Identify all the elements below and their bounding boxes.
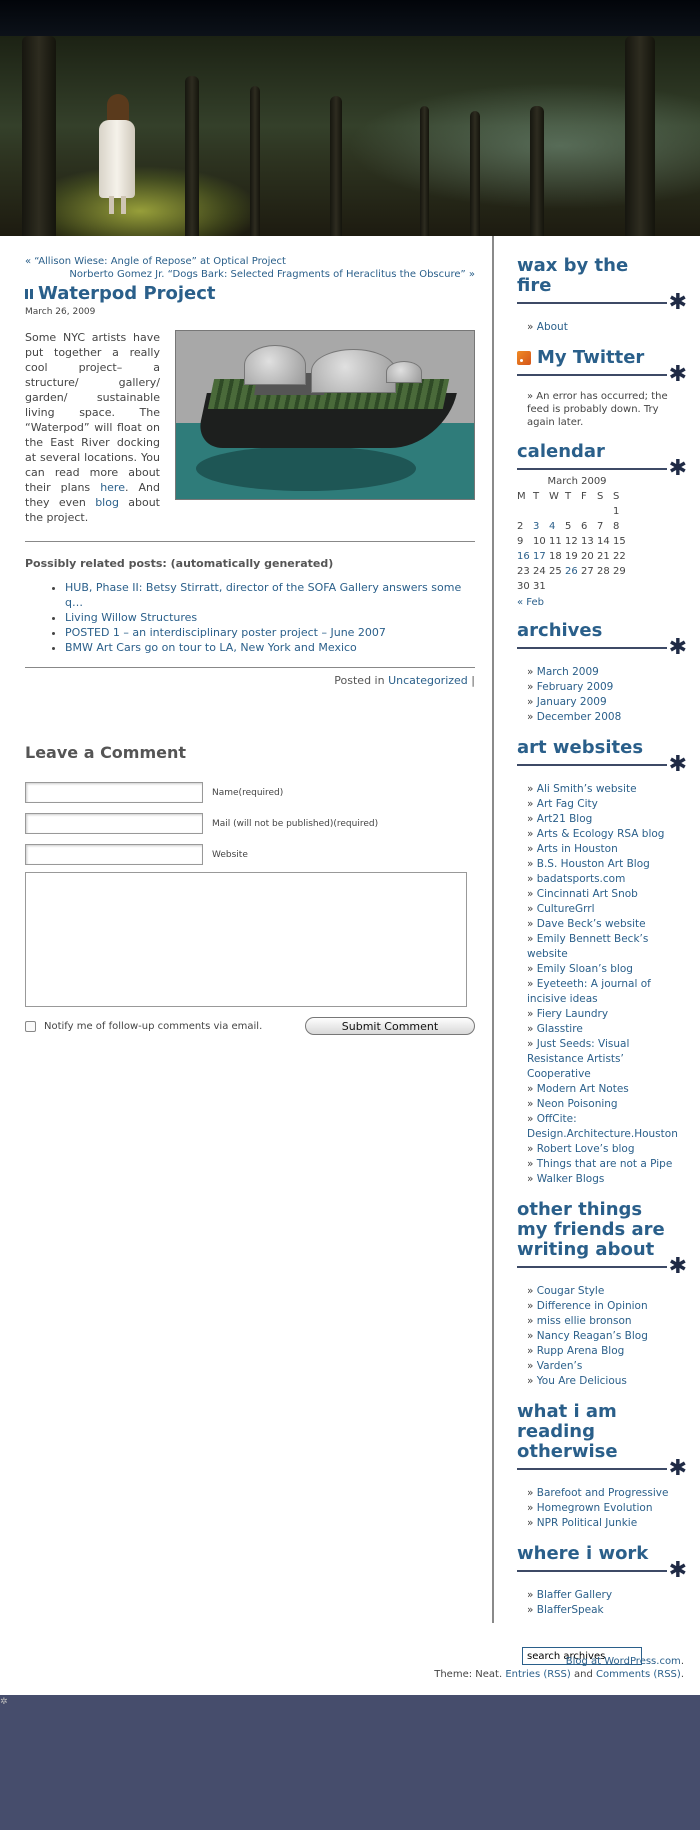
calendar-day-link[interactable]: 3 <box>533 521 540 532</box>
rss-icon[interactable] <box>517 351 531 365</box>
sidebar-link[interactable]: Ali Smith’s website <box>536 783 637 795</box>
calendar-day-link[interactable]: 16 <box>517 551 530 562</box>
calendar-day: 8 <box>613 521 620 532</box>
top-bar <box>0 0 700 36</box>
calendar-day: 2 <box>517 521 524 532</box>
calendar-day <box>517 504 533 519</box>
list-item <box>527 1284 687 1299</box>
list-item <box>527 1603 687 1618</box>
calendar-day <box>613 579 629 594</box>
calendar-day: 21 <box>597 551 610 562</box>
sidebar-link[interactable]: Eyeteeth: A journal of incisive ideas <box>527 978 651 1005</box>
entries-rss-link[interactable]: Entries (RSS) <box>505 1669 571 1680</box>
header-image <box>0 36 700 236</box>
calendar-day-link[interactable]: 26 <box>565 566 578 577</box>
calendar-day: 19 <box>565 551 578 562</box>
sidebar-link[interactable]: March 2009 <box>536 666 599 678</box>
calendar-day <box>533 519 549 534</box>
divider <box>25 541 475 542</box>
list-item <box>527 977 687 1007</box>
post-text-part: Some NYC artists have put together a really cool project– a structure/ gallery/ garden/ sustainable living space. The “Waterpod” will float on the East River docking at several locations. You can read more about their plans <box>25 331 160 494</box>
sidebar-link[interactable]: Walker Blogs <box>536 1173 605 1185</box>
calendar-day: 7 <box>597 521 604 532</box>
sidebar-link[interactable]: Dave Beck’s website <box>536 918 646 930</box>
sidebar-link[interactable]: Things that are not a Pipe <box>536 1158 673 1170</box>
calendar-caption: March 2009 <box>547 476 607 487</box>
twitter-error: » An error has occurred; the feed is probably down. Try again later. <box>517 390 687 429</box>
list-item <box>527 827 687 842</box>
footer <box>434 1655 684 1681</box>
flower-icon: ✱ <box>668 456 687 481</box>
name-label: Name(required) <box>212 787 284 798</box>
calendar-day-header: F <box>581 491 587 502</box>
widget-title <box>517 1199 687 1279</box>
widget-title-text: what i am reading otherwise <box>517 1401 618 1462</box>
calendar-day: 28 <box>597 566 610 577</box>
comment-form <box>25 782 475 1035</box>
flower-icon: ✱ <box>668 635 687 660</box>
related-link[interactable]: BMW Art Cars go on tour to LA, New York and Mexico <box>65 641 357 654</box>
list-item <box>527 1344 687 1359</box>
widget-reading <box>517 1402 687 1531</box>
calendar-day <box>517 549 533 564</box>
sidebar-link[interactable]: Modern Art Notes <box>536 1083 629 1095</box>
calendar-day: 31 <box>533 581 546 592</box>
post-text-part: about the project. <box>25 496 160 524</box>
list-item <box>527 1097 687 1112</box>
sidebar-link[interactable]: Art21 Blog <box>536 813 593 825</box>
widget-title <box>517 1543 687 1583</box>
footer-text: and <box>570 1669 596 1680</box>
form-bottom <box>25 1017 475 1035</box>
main-content <box>25 255 475 1035</box>
friends-list <box>517 1284 687 1389</box>
list-item <box>527 1516 687 1531</box>
sidebar-link[interactable]: miss ellie bronson <box>536 1315 632 1327</box>
calendar-day-link[interactable]: 17 <box>533 551 546 562</box>
sidebar-divider <box>492 236 494 1623</box>
post-date: March 26, 2009 <box>25 307 96 317</box>
calendar-day: 20 <box>581 551 594 562</box>
widget-title <box>517 1401 687 1481</box>
sidebar-link[interactable]: Blaffer Gallery <box>536 1589 613 1601</box>
calendar-day: 23 <box>517 566 530 577</box>
calendar-day: 29 <box>613 566 626 577</box>
submit-comment-button[interactable]: Submit Comment <box>305 1017 475 1035</box>
calendar-day: 25 <box>549 566 562 577</box>
calendar-table <box>517 489 629 594</box>
list-item <box>527 1359 687 1374</box>
list-item <box>527 1037 687 1082</box>
calendar-day-header: S <box>613 491 620 502</box>
sidebar-link[interactable]: Fiery Laundry <box>536 1008 609 1020</box>
sidebar-link[interactable]: Arts & Ecology RSA blog <box>536 828 665 840</box>
sidebar-link[interactable]: CultureGrrl <box>536 903 595 915</box>
here-link[interactable]: here <box>100 481 125 494</box>
calendar-day-header: S <box>597 491 604 502</box>
calendar-day: 27 <box>581 566 594 577</box>
about-link[interactable]: About <box>536 321 568 333</box>
list-item <box>527 680 687 695</box>
blog-link[interactable]: blog <box>95 496 119 509</box>
widget-title-text: calendar <box>517 441 605 462</box>
name-row <box>25 782 475 803</box>
twitter-title-link[interactable]: My Twitter <box>537 347 645 368</box>
list-item <box>527 962 687 977</box>
footer-background <box>0 1695 700 1830</box>
sidebar-link[interactable]: Cougar Style <box>536 1285 605 1297</box>
sidebar-link[interactable]: Arts in Houston <box>536 843 618 855</box>
calendar-day <box>565 504 581 519</box>
footer-text: . <box>680 1656 684 1667</box>
website-label: Website <box>212 849 248 860</box>
calendar-day-header: W <box>549 491 559 502</box>
widget-title <box>517 255 687 315</box>
flower-icon: ✱ <box>668 1558 687 1583</box>
waterpod-image[interactable] <box>175 330 475 500</box>
calendar-prev-link[interactable]: « Feb <box>517 597 545 608</box>
widget-title-text: archives <box>517 620 603 641</box>
post-body <box>25 330 475 525</box>
posted-in <box>25 674 475 687</box>
sidebar-link[interactable]: Just Seeds: Visual Resistance Artists’ Cooperative <box>527 1038 630 1080</box>
list-item <box>527 1082 687 1097</box>
posted-in-separator: | <box>467 674 475 687</box>
website-row <box>25 844 475 865</box>
related-link[interactable]: Living Willow Structures <box>65 611 198 624</box>
list-item <box>527 710 687 725</box>
flower-icon: ✱ <box>668 1456 687 1481</box>
list-item <box>527 1501 687 1516</box>
notify-row <box>25 1021 262 1032</box>
comment-heading: Leave a Comment <box>25 743 187 762</box>
calendar-day: 30 <box>517 581 530 592</box>
related-item <box>65 610 475 625</box>
name-input[interactable] <box>25 782 203 803</box>
comments-rss-link[interactable]: Comments (RSS) <box>595 1669 681 1680</box>
flower-icon: ✱ <box>668 362 687 387</box>
calendar-day <box>597 579 613 594</box>
sidebar <box>517 256 687 1665</box>
widget-work <box>517 1544 687 1618</box>
post-title-row <box>25 283 475 304</box>
prev-post-link[interactable]: « “Allison Wiese: Angle of Repose” at Optical Project <box>25 256 286 267</box>
list-item <box>527 695 687 710</box>
sidebar-link[interactable]: February 2009 <box>536 681 614 693</box>
sidebar-link[interactable]: Difference in Opinion <box>536 1300 648 1312</box>
related-item <box>65 625 475 640</box>
list-item <box>527 932 687 962</box>
widget-title-text: wax by the fire <box>517 255 629 296</box>
sidebar-link[interactable]: Cincinnati Art Snob <box>536 888 638 900</box>
list-item <box>527 842 687 857</box>
posted-in-label: Posted in <box>334 674 389 687</box>
calendar-day: 6 <box>581 521 588 532</box>
sidebar-link[interactable]: You Are Delicious <box>536 1375 627 1387</box>
list-item <box>527 1142 687 1157</box>
widget-title-text: other things my friends are writing about <box>517 1199 665 1260</box>
calendar-day: 24 <box>533 566 546 577</box>
calendar <box>517 476 687 608</box>
sidebar-link[interactable]: badatsports.com <box>536 873 626 885</box>
calendar-day-header: M <box>517 491 526 502</box>
calendar-day <box>565 564 581 579</box>
calendar-day <box>581 504 597 519</box>
mail-row <box>25 813 475 834</box>
widget-twitter <box>517 348 687 429</box>
calendar-day <box>549 579 565 594</box>
notify-label: Notify me of follow-up comments via email. <box>44 1020 263 1032</box>
sidebar-link[interactable]: Glasstire <box>536 1023 583 1035</box>
art-websites-list <box>517 782 687 1187</box>
email-input[interactable] <box>25 813 203 834</box>
list-item <box>527 1007 687 1022</box>
list-item <box>527 1588 687 1603</box>
list-item <box>527 812 687 827</box>
post-title[interactable]: Waterpod Project <box>38 283 216 304</box>
website-input[interactable] <box>25 844 203 865</box>
related-item <box>65 640 475 655</box>
list-item <box>527 1022 687 1037</box>
calendar-day: 9 <box>517 536 524 547</box>
calendar-day: 15 <box>613 536 626 547</box>
calendar-day <box>581 579 597 594</box>
list-item <box>527 797 687 812</box>
widget-archives <box>517 621 687 725</box>
sidebar-link[interactable]: Barefoot and Progressive <box>536 1487 669 1499</box>
sidebar-link[interactable]: Homegrown Evolution <box>536 1502 653 1514</box>
list-item <box>527 1374 687 1389</box>
widget-calendar <box>517 442 687 608</box>
widget-title <box>517 620 687 660</box>
widget-list <box>517 320 687 335</box>
list-item <box>527 320 687 335</box>
footer-text: . <box>680 1669 684 1680</box>
flower-icon: ✱ <box>668 1254 687 1279</box>
calendar-day-link[interactable]: 4 <box>549 521 556 532</box>
calendar-day: 14 <box>597 536 610 547</box>
related-link[interactable]: POSTED 1 – an interdisciplinary poster project – June 2007 <box>65 626 386 639</box>
title-bullet-icon <box>25 289 33 299</box>
list-item <box>527 887 687 902</box>
sidebar-link[interactable]: Neon Poisoning <box>536 1098 618 1110</box>
related-posts-heading: Possibly related posts: (automatically generated) <box>25 557 334 570</box>
list-item <box>527 1172 687 1187</box>
related-link[interactable]: HUB, Phase II: Betsy Stirratt, director of the SOFA Gallery answers some q… <box>65 581 462 609</box>
post-text <box>25 330 160 525</box>
widget-title-text: where i work <box>517 1543 649 1564</box>
widget-title <box>517 441 687 481</box>
work-list <box>517 1588 687 1618</box>
sidebar-link[interactable]: BlafferSpeak <box>536 1604 604 1616</box>
widget-art-websites <box>517 738 687 1187</box>
calendar-day <box>549 504 565 519</box>
flower-icon: ✱ <box>668 290 687 315</box>
archives-list <box>517 665 687 725</box>
calendar-day-header: T <box>533 491 540 502</box>
sidebar-link[interactable]: Rupp Arena Blog <box>536 1345 625 1357</box>
list-item <box>527 902 687 917</box>
sidebar-link[interactable]: January 2009 <box>536 696 607 708</box>
list-item <box>527 1299 687 1314</box>
list-item <box>527 857 687 872</box>
post-navigation <box>25 255 475 281</box>
related-item <box>65 580 475 610</box>
list-item <box>527 872 687 887</box>
widget-friends <box>517 1200 687 1389</box>
sidebar-link[interactable]: Varden’s <box>536 1360 583 1372</box>
sidebar-link[interactable]: December 2008 <box>536 711 622 723</box>
calendar-day <box>565 579 581 594</box>
sidebar-link[interactable]: Art Fag City <box>536 798 598 810</box>
list-item <box>527 917 687 932</box>
list-item <box>527 1486 687 1501</box>
sidebar-link[interactable]: Robert Love’s blog <box>536 1143 635 1155</box>
reading-list <box>517 1486 687 1531</box>
list-item <box>527 1314 687 1329</box>
flower-icon: ✱ <box>668 752 687 777</box>
list-item <box>527 1157 687 1172</box>
email-label: Mail (will not be published)(required) <box>212 818 379 829</box>
calendar-day: 18 <box>549 551 562 562</box>
footer-text: Theme: Neat. <box>434 1669 506 1680</box>
calendar-day: 12 <box>565 536 578 547</box>
list-item <box>527 665 687 680</box>
sidebar-link[interactable]: Nancy Reagan’s Blog <box>536 1330 648 1342</box>
divider <box>25 667 475 668</box>
sidebar-link[interactable]: Emily Bennett Beck’s website <box>527 933 649 960</box>
calendar-day: 5 <box>565 521 572 532</box>
sidebar-link[interactable]: NPR Political Junkie <box>536 1517 638 1529</box>
calendar-day <box>597 504 613 519</box>
calendar-day-header: T <box>565 491 572 502</box>
sidebar-link[interactable]: B.S. Houston Art Blog <box>536 858 650 870</box>
calendar-day: 11 <box>549 536 562 547</box>
widget-title-text: art websites <box>517 737 644 758</box>
widget-wax <box>517 256 687 335</box>
category-link[interactable]: Uncategorized <box>388 674 468 687</box>
widget-title <box>517 737 687 777</box>
calendar-day: 22 <box>613 551 626 562</box>
list-item <box>527 782 687 797</box>
post-text-part: . And they even <box>25 481 160 509</box>
related-posts-list <box>65 580 475 655</box>
calendar-day <box>533 549 549 564</box>
list-item <box>527 1112 687 1142</box>
calendar-day <box>533 504 549 519</box>
sidebar-link[interactable]: Emily Sloan’s blog <box>536 963 633 975</box>
notify-checkbox[interactable] <box>25 1021 36 1032</box>
calendar-day <box>549 519 565 534</box>
comment-textarea[interactable] <box>25 872 467 1007</box>
list-item <box>527 1329 687 1344</box>
calendar-day: 13 <box>581 536 594 547</box>
next-post-link[interactable]: Norberto Gomez Jr. “Dogs Bark: Selected Fragments of Heraclitus the Obscure” » <box>69 269 475 280</box>
wordpress-link[interactable]: Blog at WordPress.com <box>565 1656 681 1667</box>
sidebar-link[interactable]: OffCite: Design.Architecture.Houston <box>527 1113 678 1140</box>
calendar-day: 1 <box>613 506 620 517</box>
calendar-day: 10 <box>533 536 546 547</box>
girl-figure <box>95 94 139 214</box>
corner-glyph-icon: ✲ <box>0 1697 8 1707</box>
widget-title <box>517 347 687 387</box>
